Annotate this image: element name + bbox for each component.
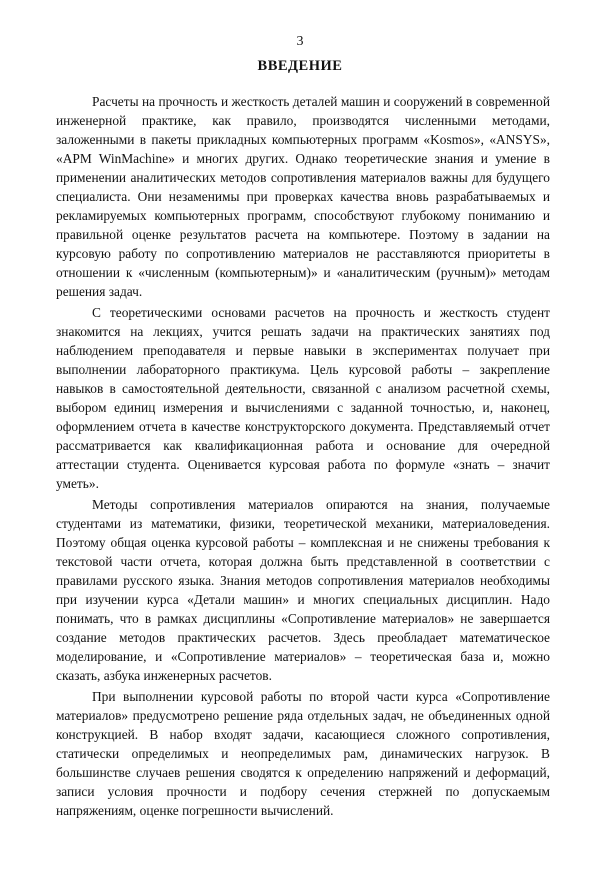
paragraph-methods: Методы сопротивления материалов опираются на знания, получаемые студентами из математики, физики, теоретической механики, материаловедения. Поэтому общая оценка курсовой работы – комплексная и не снижены требования к текстовой части отчета, которая должна быть представленной в соответствии с правилами русского языка. Знания методов сопротивления материалов необходимы при изучении курса «Детали машин» и многих специальных дисциплин. Надо понимать, что в рамках дисциплины «Сопротивление материалов» не завершается создание методов практических расчетов. Здесь преобладает математическое моделирование, и «Сопротивление материалов» – теоретическая база и, можно сказать, азбука инженерных расчетов. — [56, 497, 550, 683]
page-number: 3 — [296, 34, 304, 49]
document-body — [56, 92, 550, 822]
paragraph-intro: Расчеты на прочность и жесткость деталей машин и сооружений в современной инженерной практике, как правило, производятся численными методами, заложенными в пакеты прикладных компьютерных программ «Kosmos», «ANSYS», «APM WinMachine» и многих других. Однако теоретические знания и умение в применении аналитических методов сопротивления материалов важны для будущего специалиста. Они незаменимы при проверках качества вновь разрабатываемых и рекламируемых компьютерных программ, способствуют глубокому пониманию и правильной оценке результатов расчета на компьютере. Поэтому в задании на курсовую работу по сопротивлению материалов не расставляются приоритеты в отношении к «численным (компьютерным)» и «аналитическим (ручным)» методам решения задач. — [56, 94, 550, 299]
paragraph-tasks: При выполнении курсовой работы по второй части курса «Сопротивление материалов» предусмотрено решение ряда отдельных задач, не объединенных одной конструкцией. В набор входят задачи, касающиеся сложного сопротивления, статически определимых и неопределимых рам, динамических нагрузок. В большинстве случаев решения сводятся к определению напряжений и деформаций, записи условия прочности и подбору сечения стержней по допускаемым напряжениям, оценке погрешности вычислений. — [56, 689, 550, 818]
page-title: ВВЕДЕНИЕ — [257, 58, 343, 74]
paragraph-coursework-goal: С теоретическими основами расчетов на прочность и жесткость студент знакомится на лекциях, учится решать задачи на практических занятиях под наблюдением преподавателя и первые навыки в экспериментах получает при выполнении лабораторного практикума. Цель курсовой работы – закрепление навыков в самостоятельной деятельности, связанной с анализом расчетной схемы, выбором единиц измерения и вычислениями с заданной точностью, и, наконец, оформлением отчета в качестве конструкторского документа. Представляемый отчет рассматривается как квалификационная работа и основание для очередной аттестации студента. Оценивается курсовая работа по формуле «знать – значит уметь». — [56, 305, 550, 491]
